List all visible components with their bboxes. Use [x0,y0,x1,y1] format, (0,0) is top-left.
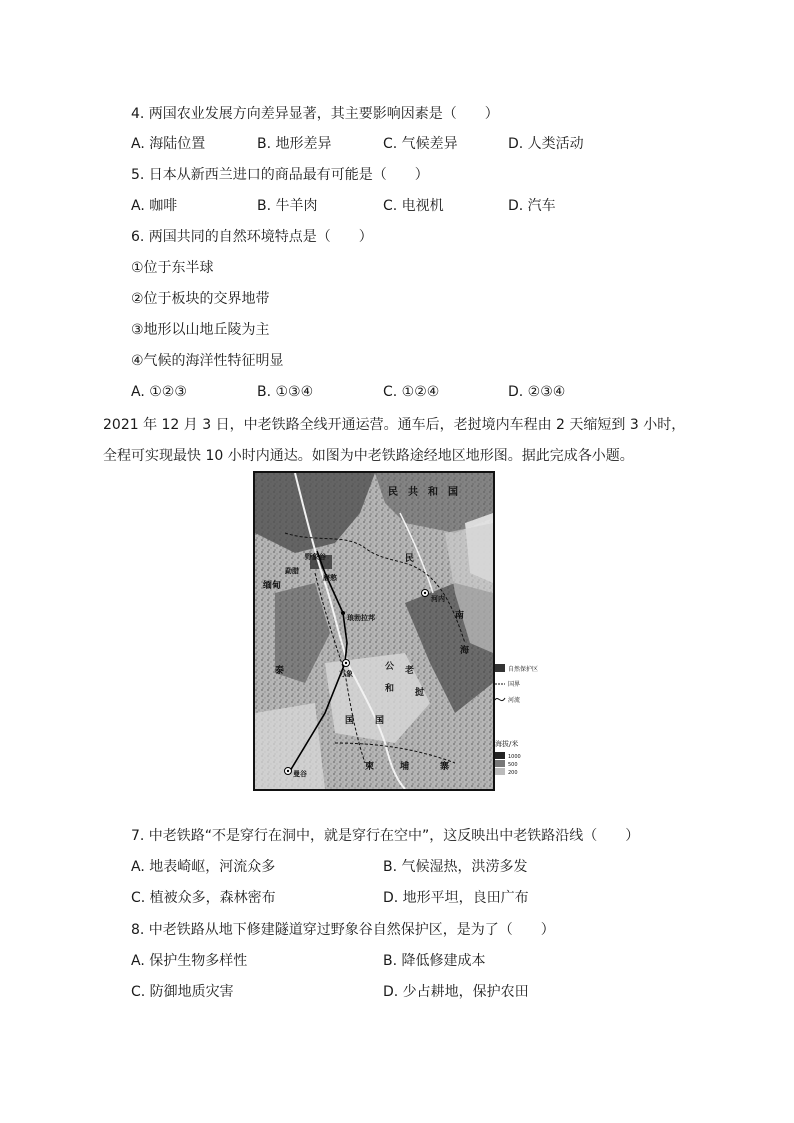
map-label-vientiane: 万象 [339,670,353,678]
map-label-laos-2: 挝 [415,688,425,698]
question-4-stem: 4. 两国农业发展方向差异显著，其主要影响因素是（ ） [131,106,499,122]
q6-option-d: D. ②③④ [508,384,566,400]
map-label-thailand-2: 国 [375,716,385,726]
map-label-hanoi: 河内 [431,595,445,603]
q6-item-2: ②位于板块的交界地带 [131,291,270,307]
q5-option-c: C. 电视机 [383,198,444,214]
map-label-cambodia-1: 柬 [365,762,375,772]
map-label-guo: 国 [345,716,355,726]
map-label-bangkok: 曼谷 [293,770,307,778]
q8-option-b: B. 降低修建成本 [383,953,486,969]
q4-option-d: D. 人类活动 [508,136,584,152]
question-6-stem: 6. 两国共同的自然环境特点是（ ） [131,229,373,245]
q7-option-c: C. 植被众多，森林密布 [131,890,276,906]
q7-option-a: A. 地表崎岖，河流众多 [131,859,276,875]
q6-option-c: C. ①②④ [383,384,440,400]
q6-item-3: ③地形以山地丘陵为主 [131,322,270,338]
q4-option-b: B. 地形差异 [257,136,332,152]
q7-option-b: B. 气候湿热，洪涝多发 [383,859,528,875]
map-label-cambodia-2: 埔 [400,762,410,772]
legend-border-label: 国界 [508,681,521,688]
map-label-cambodia-3: 寨 [440,762,450,772]
map-legend [494,662,540,782]
map-label-mengla: 勐腊 [285,567,299,575]
q4-option-c: C. 气候差异 [383,136,458,152]
map-label-laos-1: 老 [405,666,415,676]
map-label-south: 南 [455,611,465,621]
q5-option-d: D. 汽车 [508,198,556,214]
passage-text: 2021 年 12 月 3 日，中老铁路全线开通运营。通车后，老挝境内车程由 2 天缩短到 3 小时，全程可实现最快 10 小时内通达。如图为中老铁路途经地区地形图。据此完成各小题。 [103,417,686,464]
q8-option-d: D. 少占耕地，保护农田 [383,984,529,1000]
map-label-mohan: 磨憨 [323,574,337,582]
q8-option-a: A. 保护生物多样性 [131,953,248,969]
question-5-stem: 5. 日本从新西兰进口的商品最有可能是（ ） [131,167,429,183]
reserve-legend-icon [495,664,505,672]
q5-option-a: A. 咖啡 [131,198,178,214]
q6-item-4: ④气候的海洋性特征明显 [131,353,284,369]
q5-option-b: B. 牛羊肉 [257,198,318,214]
question-8-stem: 8. 中老铁路从地下修建隧道穿过野象谷自然保护区，是为了（ ） [131,922,555,938]
question-7-stem: 7. 中老铁路“不是穿行在洞中，就是穿行在空中”，这反映出中老铁路沿线（ ） [131,828,640,844]
q6-option-b: B. ①③④ [257,384,314,400]
river-legend-icon [495,698,505,701]
terrain-map [253,471,495,791]
map-label-luangprabang: 琅勃拉邦 [347,614,375,622]
legend-elev-mid: 500 [508,762,518,768]
map-label-gong: 公 [385,662,395,672]
legend-elevation-title: 海拔/米 [495,740,519,748]
legend-elev-low: 200 [508,770,518,776]
legend-reserve-label: 自然保护区 [508,666,539,673]
map-label-he: 和 [385,684,395,694]
map-label-min: 民 [405,554,415,564]
q7-option-d: D. 地形平坦，良田广布 [383,890,529,906]
legend-elev-high: 1000 [508,754,521,760]
q6-option-a: A. ①②③ [131,384,187,400]
map-label-yexianggu: 野象谷 [305,553,326,561]
map-label-thailand-1: 泰 [275,666,285,676]
map-label-prc: 民 共 和 国 [388,487,458,498]
map-label-sea: 海 [460,646,470,656]
q8-option-c: C. 防御地质灾害 [131,984,234,1000]
q4-option-a: A. 海陆位置 [131,136,206,152]
q6-item-1: ①位于东半球 [131,260,214,276]
map-label-myanmar: 缅甸 [263,581,282,591]
legend-river-label: 河流 [508,697,521,704]
